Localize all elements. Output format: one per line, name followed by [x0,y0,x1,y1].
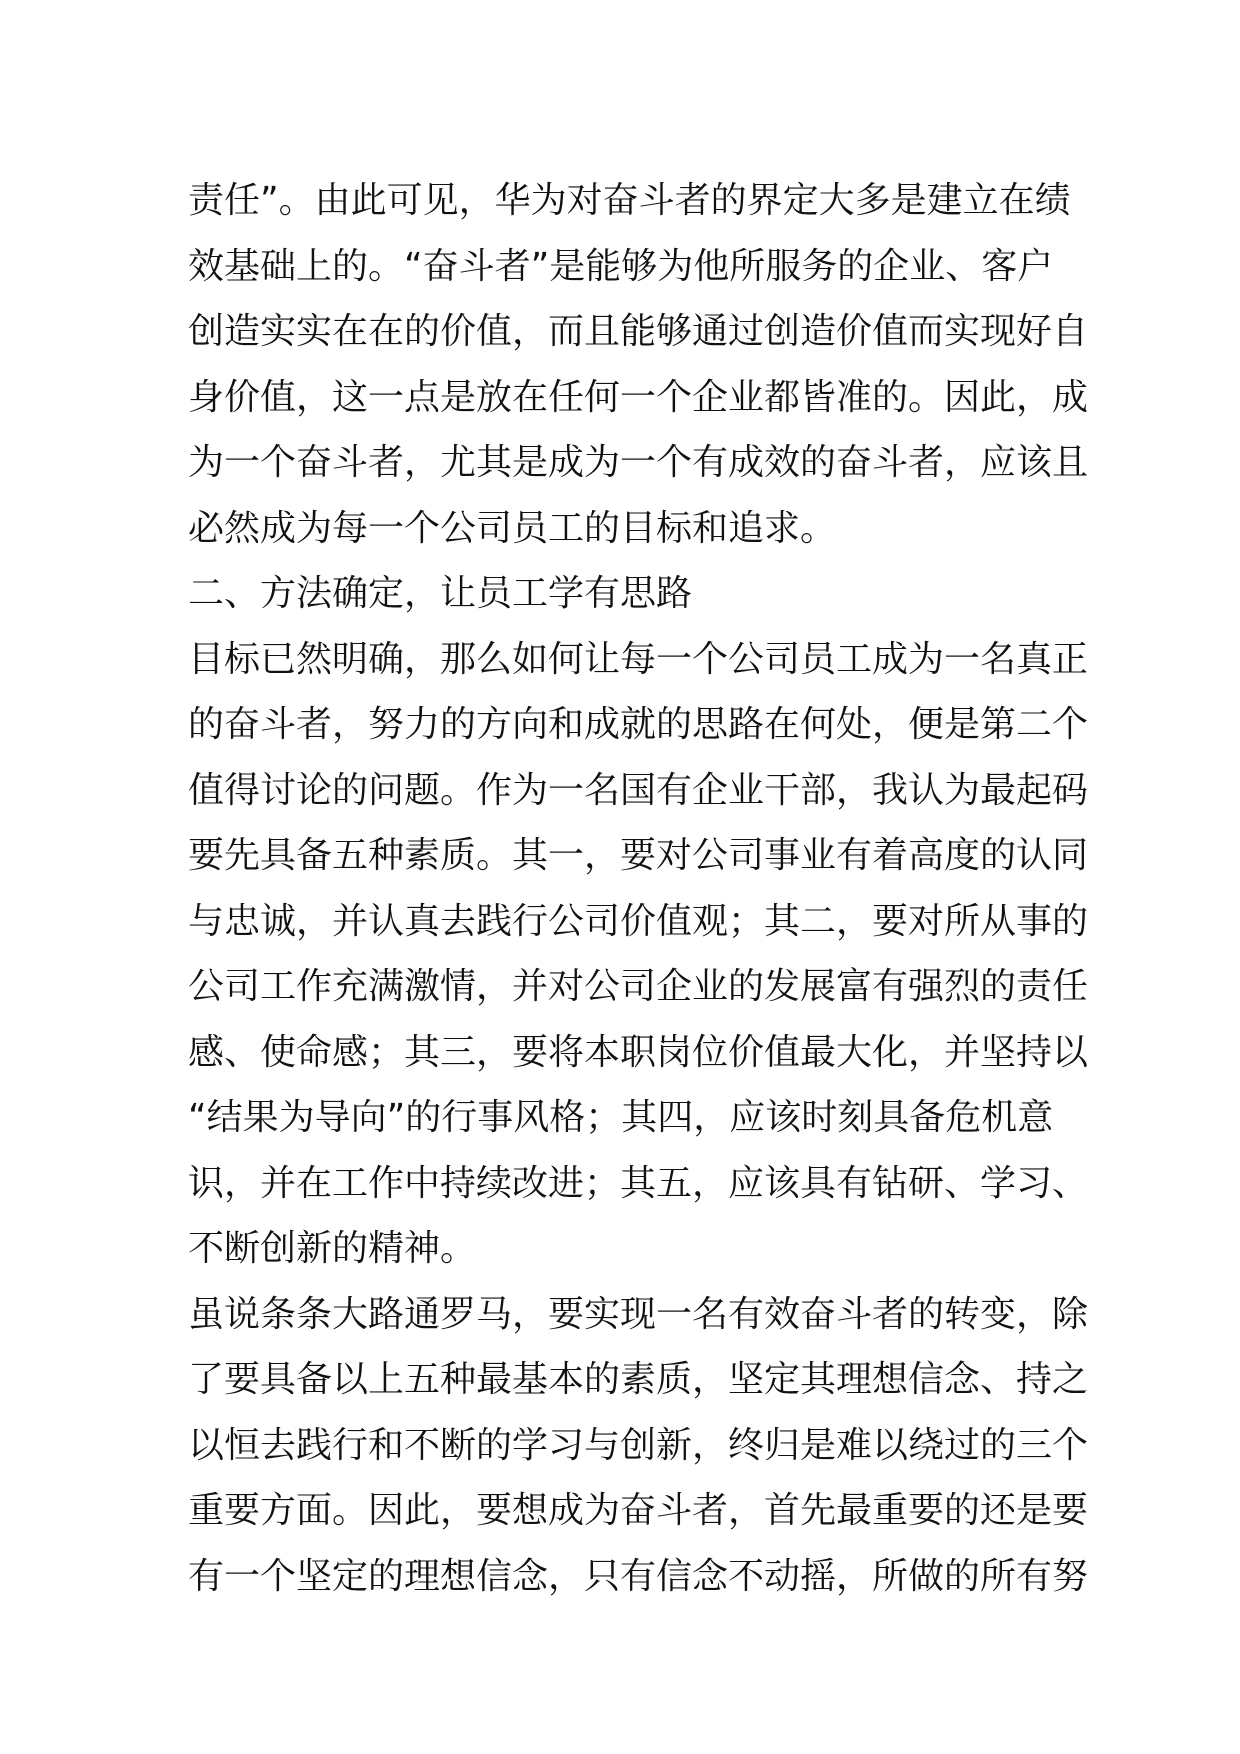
text-line-9: 的奋斗者，努力的方向和成就的思路在何处，便是第二个 [188,704,1089,745]
text-line-11: 要先具备五种素质。其一，要对公司事业有着高度的认同 [188,835,1089,876]
text-line-2: 效基础上的。“奋斗者”是能够为他所服务的企业、客户 [188,245,1054,287]
text-line-22: 有一个坚定的理想信念，只有信念不动摇，所做的所有努 [188,1555,1089,1597]
text-line-20: 以恒去践行和不断的学习与创新，终归是难以绕过的三个 [188,1424,1089,1466]
text-line-14: 感、使命感；其三，要将本职岗位价值最大化，并坚持以 [188,1031,1089,1073]
text-line-12: 与忠诚，并认真去践行公司价值观；其二，要对所从事的 [188,900,1089,942]
text-line-6: 必然成为每一个公司员工的目标和追求。 [188,507,837,549]
text-line-3: 创造实实在在的价值，而且能够通过创造价值而实现好自 [188,311,1089,352]
section-heading: 二、方法确定，让员工学有思路 [188,573,693,614]
text-line-18: 虽说条条大路通罗马，要实现一名有效奋斗者的转变，除 [188,1293,1089,1335]
text-line-8: 目标已然明确，那么如何让每一个公司员工成为一名真正 [188,638,1089,680]
text-line-15: “结果为导向”的行事风格；其四，应该时刻具备危机意 [188,1097,1054,1138]
body-text [188,168,1089,1609]
text-line-19: 了要具备以上五种最基本的素质，坚定其理想信念、持之 [188,1359,1089,1400]
text-line-16: 识，并在工作中持续改进；其五，应该具有钻研、学习、 [188,1162,1089,1204]
text-line-17: 不断创新的精神。 [188,1228,477,1269]
text-line-1: 责任”。由此可见，华为对奋斗者的界定大多是建立在绩 [188,180,1071,221]
text-line-5: 为一个奋斗者，尤其是成为一个有成效的奋斗者，应该且 [188,442,1089,483]
text-line-13: 公司工作充满激情，并对公司企业的发展富有强烈的责任 [188,966,1089,1007]
text-line-4: 身价值，这一点是放在任何一个企业都皆准的。因此，成 [188,376,1089,418]
text-line-10: 值得讨论的问题。作为一名国有企业干部，我认为最起码 [188,769,1089,811]
text-line-21: 重要方面。因此，要想成为奋斗者，首先最重要的还是要 [188,1490,1089,1531]
